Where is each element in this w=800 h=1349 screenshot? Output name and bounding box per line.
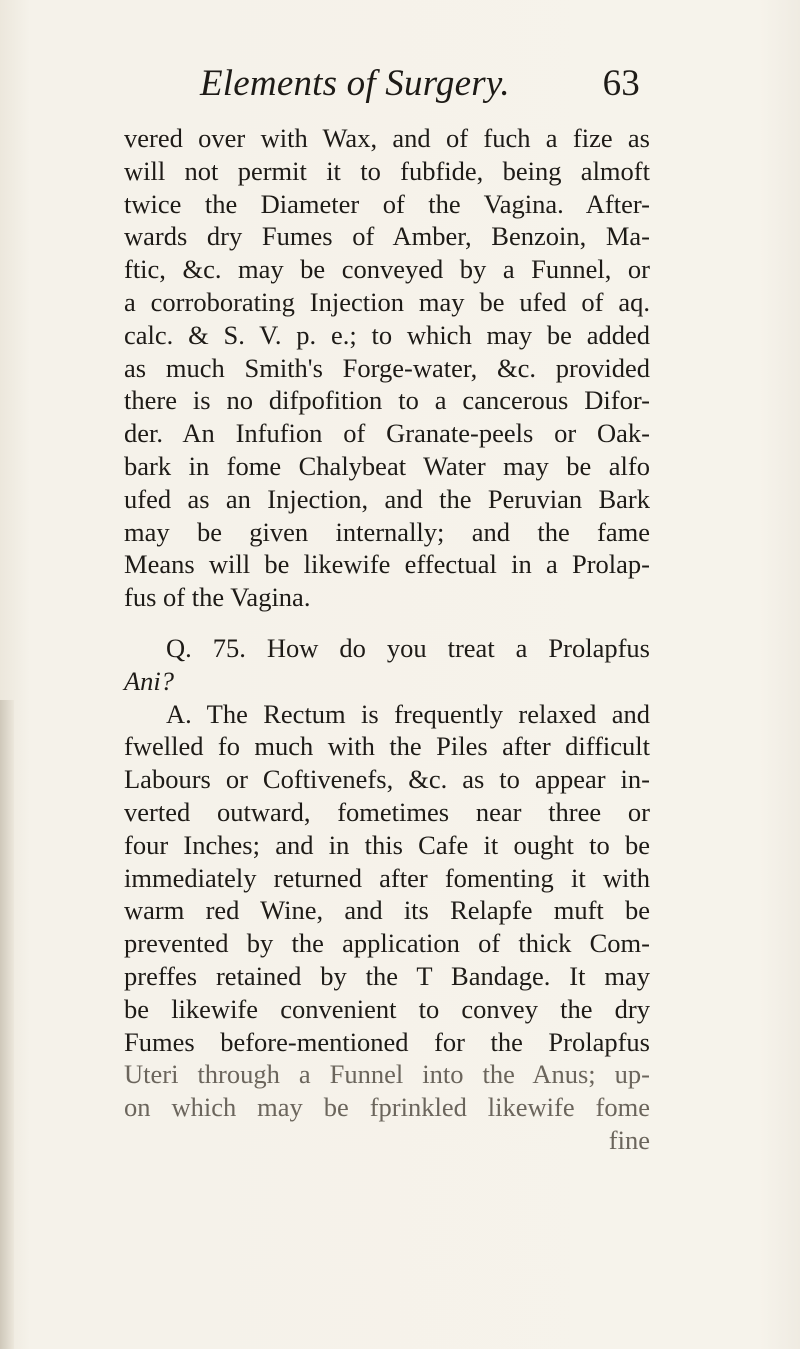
- text-line: as much Smith's Forge-water, &c. provided: [124, 352, 650, 383]
- question-line: Ani?: [124, 665, 175, 696]
- page-number: 63: [602, 63, 640, 104]
- running-title: Elements of Surgery.: [200, 63, 510, 104]
- question-line: Q. 75. How do you treat a Prolapfus: [166, 632, 650, 663]
- answer-line: preffes retained by the T Bandage. It may: [124, 960, 650, 991]
- answer-line: four Inches; and in this Cafe it ought to be: [124, 829, 650, 860]
- running-header: [200, 62, 640, 112]
- answer-line: on which may be fprinkled likewife fome: [124, 1092, 650, 1123]
- text-line: may be given internally; and the fame: [124, 516, 650, 547]
- text-line: ufed as an Injection, and the Peruvian Bark: [124, 483, 650, 514]
- text-line: fus of the Vagina.: [124, 582, 311, 613]
- text-line: der. An Infufion of Granate-peels or Oak-: [124, 418, 650, 449]
- answer-line: be likewife convenient to convey the dry: [124, 993, 650, 1024]
- text-line: will not permit it to fubfide, being almoft: [124, 155, 650, 186]
- answer-line: fwelled fo much with the Piles after difficult: [124, 731, 650, 762]
- catchword: fine: [608, 1124, 650, 1155]
- text-line: bark in fome Chalybeat Water may be alfo: [124, 450, 650, 481]
- page-binding-edge: [0, 700, 14, 1349]
- text-line: there is no difpofition to a cancerous Difor-: [124, 385, 650, 416]
- text-line: Means will be likewife effectual in a Prolap-: [124, 549, 650, 580]
- answer-line: immediately returned after fomenting it with: [124, 862, 650, 893]
- answer-line: warm red Wine, and its Relapfe muft be: [124, 895, 650, 926]
- page-body: [124, 122, 650, 1157]
- text-line: vered over with Wax, and of fuch a fize as: [124, 123, 650, 153]
- text-line: twice the Diameter of the Vagina. After-: [124, 188, 650, 219]
- answer-line: prevented by the application of thick Com-: [124, 928, 650, 959]
- answer-line: Labours or Coftivenefs, &c. as to appear in-: [124, 764, 650, 795]
- text-line: a corroborating Injection may be ufed of aq.: [124, 286, 650, 317]
- text-line: wards dry Fumes of Amber, Benzoin, Ma-: [124, 221, 650, 252]
- answer-line: verted outward, fometimes near three or: [124, 796, 650, 827]
- answer-line: Fumes before-mentioned for the Prolapfus: [124, 1026, 650, 1057]
- answer-line: A. The Rectum is frequently relaxed and: [166, 698, 650, 729]
- text-line: calc. & S. V. p. e.; to which may be added: [124, 319, 650, 350]
- answer-line: Uteri through a Funnel into the Anus; up-: [124, 1059, 650, 1090]
- text-line: ftic, &c. may be conveyed by a Funnel, or: [124, 254, 650, 285]
- paragraph-gap: [124, 614, 650, 632]
